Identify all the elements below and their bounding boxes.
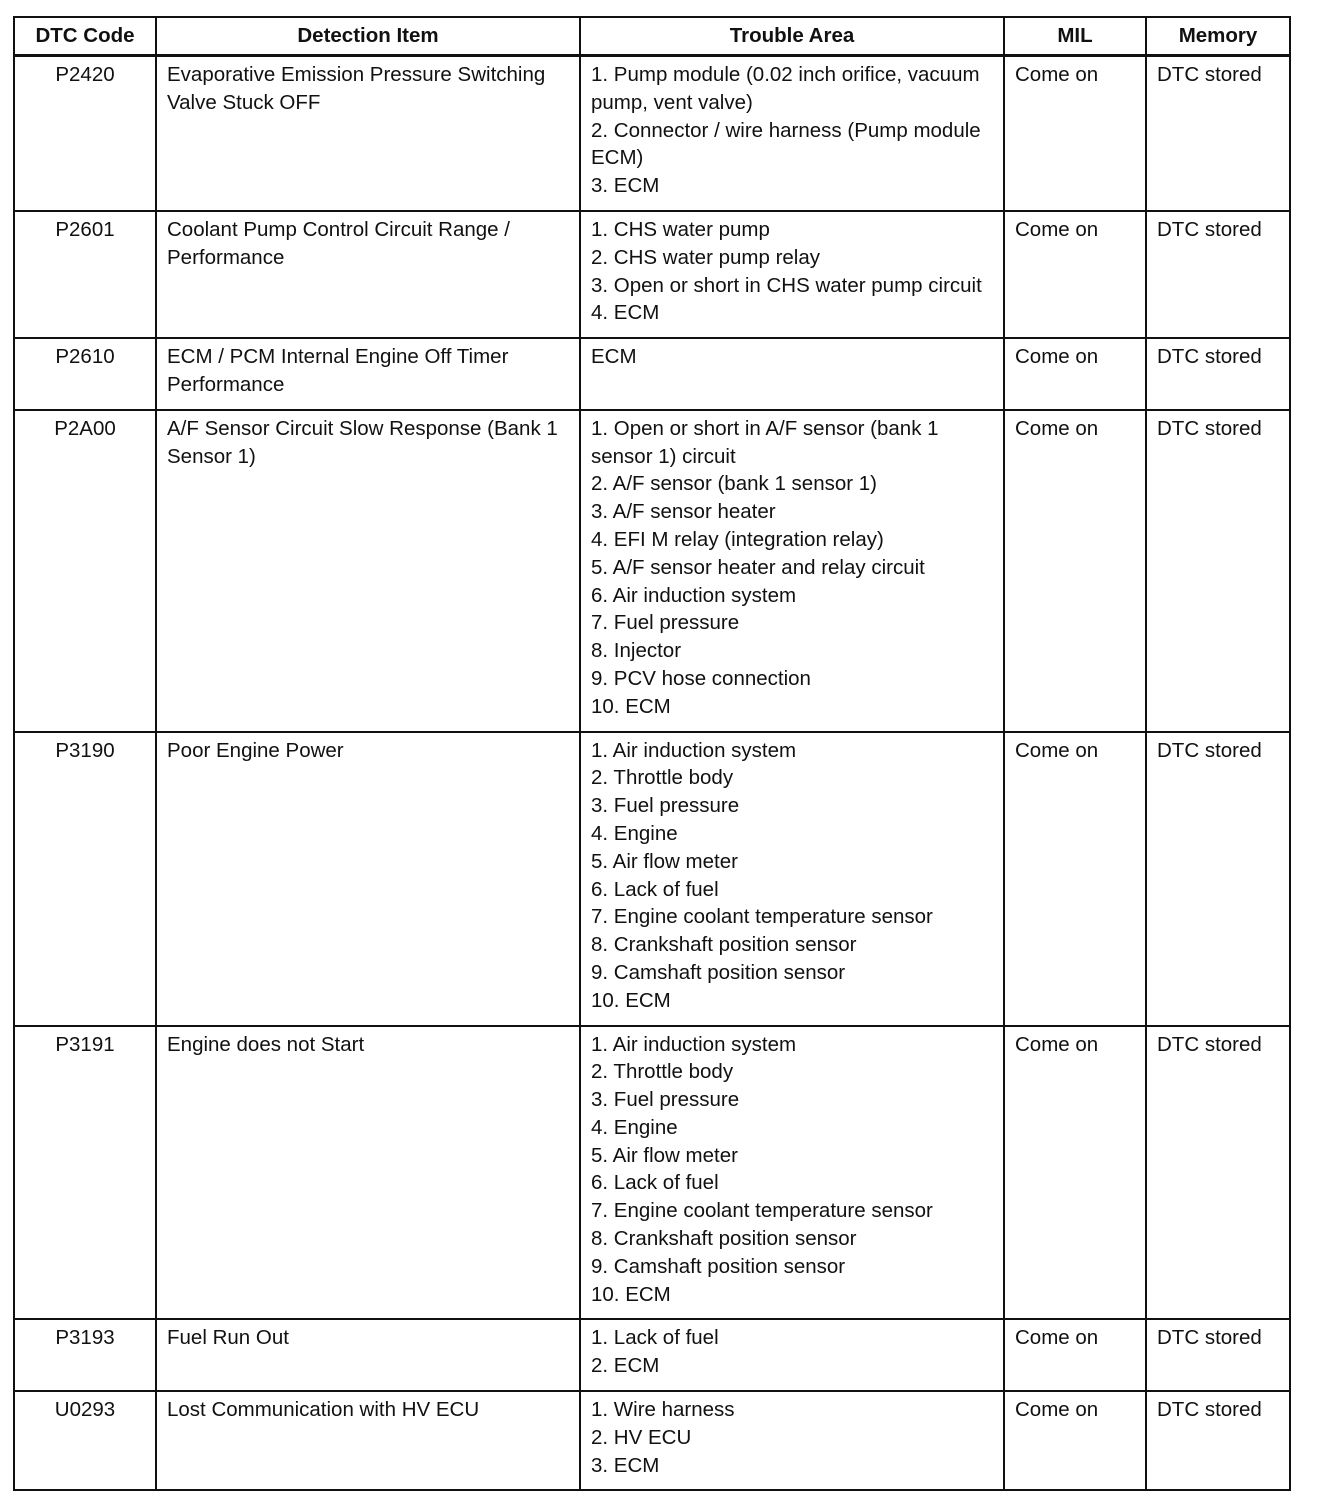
trouble-area-line: 4. EFI M relay (integration relay) — [591, 527, 884, 551]
trouble-area-line: 9. Camshaft position sensor — [591, 960, 846, 984]
header-row — [14, 17, 1290, 56]
table-row — [14, 211, 1290, 338]
trouble-area-line: 9. PCV hose connection — [591, 666, 811, 690]
dtc-code-cell: P3190 — [14, 732, 156, 1026]
dtc-table — [13, 16, 1291, 1491]
detection-item-cell: A/F Sensor Circuit Slow Response (Bank 1 Sensor 1) — [156, 410, 580, 732]
trouble-area-line: 6. Lack of fuel — [591, 877, 719, 901]
dtc-code-cell: P2A00 — [14, 410, 156, 732]
trouble-area-cell — [580, 56, 1004, 211]
trouble-area-line: 6. Lack of fuel — [591, 1171, 719, 1195]
trouble-area-line: 7. Fuel pressure — [591, 611, 740, 635]
trouble-area-line: 1. Pump module (0.02 inch orifice, vacuum pump, vent valve) — [591, 63, 980, 114]
trouble-area-line: 1. Lack of fuel — [591, 1326, 719, 1350]
trouble-area-line: 1. Air induction system — [591, 1032, 797, 1056]
trouble-area-line: 4. Engine — [591, 821, 678, 845]
trouble-area-line: 2. CHS water pump relay — [591, 245, 821, 269]
header-dtc-code: DTC Code — [14, 17, 156, 56]
header-memory: Memory — [1146, 17, 1290, 56]
trouble-area-line: 8. Crankshaft position sensor — [591, 1227, 857, 1251]
detection-item-cell: Coolant Pump Control Circuit Range / Performance — [156, 211, 580, 338]
trouble-area-line: 2. A/F sensor (bank 1 sensor 1) — [591, 472, 877, 496]
trouble-area-line: 9. Camshaft position sensor — [591, 1254, 846, 1278]
mil-cell: Come on — [1004, 732, 1146, 1026]
trouble-area-cell — [580, 338, 1004, 410]
mil-cell: Come on — [1004, 56, 1146, 211]
trouble-area-line: 5. A/F sensor heater and relay circuit — [591, 555, 925, 579]
trouble-area-line: 4. ECM — [591, 301, 660, 325]
trouble-area-line: 2. ECM — [591, 1354, 660, 1378]
dtc-code-cell: U0293 — [14, 1391, 156, 1490]
dtc-code-cell: P3191 — [14, 1026, 156, 1320]
trouble-area-cell — [580, 732, 1004, 1026]
table-row — [14, 410, 1290, 732]
table-row — [14, 1319, 1290, 1391]
trouble-area-line: 10. ECM — [591, 988, 671, 1012]
table-row — [14, 732, 1290, 1026]
trouble-area-line: 1. Wire harness — [591, 1398, 735, 1422]
detection-item-cell: Engine does not Start — [156, 1026, 580, 1320]
header-trouble-area: Trouble Area — [580, 17, 1004, 56]
trouble-area-line: 7. Engine coolant temperature sensor — [591, 1199, 933, 1223]
trouble-area-line: 2. Connector / wire harness (Pump module ECM) — [591, 118, 981, 170]
mil-cell: Come on — [1004, 1026, 1146, 1320]
trouble-area-line: 3. ECM — [591, 1453, 660, 1477]
trouble-area-line: 2. HV ECU — [591, 1425, 692, 1449]
trouble-area-line: 4. Engine — [591, 1115, 678, 1139]
trouble-area-line: 8. Injector — [591, 639, 682, 663]
detection-item-cell: Fuel Run Out — [156, 1319, 580, 1391]
trouble-area-cell — [580, 410, 1004, 732]
header-detection-item: Detection Item — [156, 17, 580, 56]
mil-cell: Come on — [1004, 410, 1146, 732]
mil-cell: Come on — [1004, 1391, 1146, 1490]
mil-cell: Come on — [1004, 1319, 1146, 1391]
trouble-area-line: 1. CHS water pump — [591, 217, 770, 241]
memory-cell: DTC stored — [1146, 211, 1290, 338]
memory-cell: DTC stored — [1146, 338, 1290, 410]
header-mil: MIL — [1004, 17, 1146, 56]
memory-cell: DTC stored — [1146, 1391, 1290, 1490]
trouble-area-cell — [580, 211, 1004, 338]
trouble-area-line: 3. Open or short in CHS water pump circuit — [591, 273, 982, 297]
memory-cell: DTC stored — [1146, 1319, 1290, 1391]
trouble-area-line: 3. A/F sensor heater — [591, 500, 776, 524]
trouble-area-line: 3. Fuel pressure — [591, 1088, 740, 1112]
memory-cell: DTC stored — [1146, 732, 1290, 1026]
memory-cell: DTC stored — [1146, 1026, 1290, 1320]
table-row — [14, 338, 1290, 410]
dtc-code-cell: P2420 — [14, 56, 156, 211]
trouble-area-cell — [580, 1391, 1004, 1490]
dtc-code-cell: P3193 — [14, 1319, 156, 1391]
trouble-area-line: 10. ECM — [591, 1282, 671, 1306]
detection-item-cell: Lost Communication with HV ECU — [156, 1391, 580, 1490]
memory-cell: DTC stored — [1146, 410, 1290, 732]
trouble-area-line: 2. Throttle body — [591, 1060, 734, 1084]
trouble-area-line: 3. ECM — [591, 174, 660, 198]
trouble-area-line: 2. Throttle body — [591, 766, 734, 790]
detection-item-cell: ECM / PCM Internal Engine Off Timer Performance — [156, 338, 580, 410]
trouble-area-line: 6. Air induction system — [591, 583, 797, 607]
trouble-area-cell — [580, 1026, 1004, 1320]
trouble-area-line: 10. ECM — [591, 694, 671, 718]
mil-cell: Come on — [1004, 211, 1146, 338]
detection-item-cell: Poor Engine Power — [156, 732, 580, 1026]
table-row — [14, 1026, 1290, 1320]
trouble-area-line: 8. Crankshaft position sensor — [591, 933, 857, 957]
trouble-area-cell — [580, 1319, 1004, 1391]
table-body — [14, 56, 1290, 1491]
trouble-area-line: 7. Engine coolant temperature sensor — [591, 905, 933, 929]
detection-item-cell: Evaporative Emission Pressure Switching Valve Stuck OFF — [156, 56, 580, 211]
trouble-area-line: ECM — [591, 345, 637, 369]
trouble-area-line: 3. Fuel pressure — [591, 794, 740, 818]
dtc-code-cell: P2610 — [14, 338, 156, 410]
memory-cell: DTC stored — [1146, 56, 1290, 211]
trouble-area-line: 1. Air induction system — [591, 738, 797, 762]
trouble-area-line: 1. Open or short in A/F sensor (bank 1 sensor 1) circuit — [591, 416, 939, 468]
trouble-area-line: 5. Air flow meter — [591, 1143, 738, 1167]
table-row — [14, 1391, 1290, 1490]
table-row — [14, 56, 1290, 211]
dtc-code-cell: P2601 — [14, 211, 156, 338]
mil-cell: Come on — [1004, 338, 1146, 410]
trouble-area-line: 5. Air flow meter — [591, 849, 738, 873]
